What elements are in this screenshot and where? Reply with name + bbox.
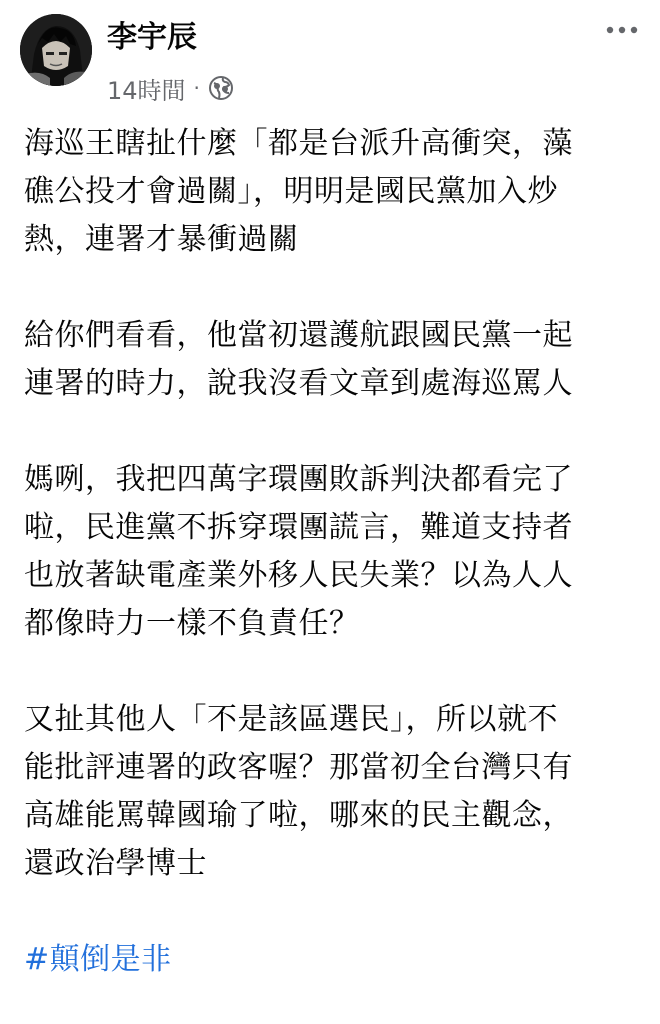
post-body: [24, 120, 644, 984]
globe-icon[interactable]: [208, 75, 234, 101]
more-options-icon: [605, 25, 639, 35]
post-paragraph: 媽咧，我把四萬字環團敗訴判決都看完了 啦，民進黨不拆穿環團謊言，難道支持者 也放著缺電產業外移人民失業？以為人人 都像時力一樣不負責任？: [24, 462, 573, 641]
hashtag-link[interactable]: #顛倒是非: [24, 942, 172, 977]
more-options-button[interactable]: [602, 14, 642, 46]
avatar[interactable]: [20, 14, 92, 86]
post-header: [0, 0, 660, 110]
post-paragraph: 給你們看看，他當初還護航跟國民黨一起 連署的時力，說我沒看文章到處海巡罵人: [24, 318, 573, 401]
meta-separator: ·: [193, 76, 200, 100]
avatar-image: [20, 14, 92, 86]
post-time[interactable]: 14時間: [107, 76, 186, 105]
post-meta: [107, 70, 234, 106]
author-name[interactable]: 李宇辰: [107, 20, 197, 55]
post-paragraph: 海巡王瞎扯什麼「都是台派升高衝突，藻 礁公投才會過關」，明明是國民黨加入炒 熱，連署才暴衝過關: [24, 126, 573, 257]
post-paragraph: 又扯其他人「不是該區選民」，所以就不 能批評連署的政客喔？那當初全台灣只有 高雄能罵韓國瑜了啦，哪來的民主觀念， 還政治學博士: [24, 702, 573, 881]
